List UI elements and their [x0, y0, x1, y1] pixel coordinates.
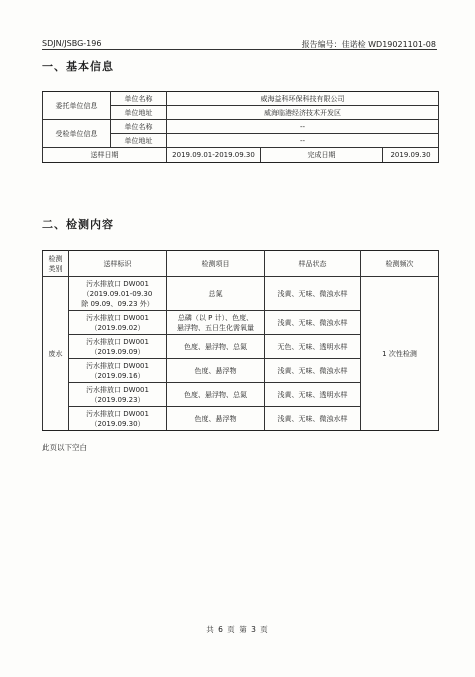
- header-sample-id: 送样标识: [69, 251, 167, 277]
- row-state: 浅黄、无味、微浊水样: [265, 311, 361, 335]
- header-divider: [42, 49, 437, 50]
- row-items: 色度、悬浮物、总氮: [167, 383, 265, 407]
- row-items: 色度、悬浮物: [167, 407, 265, 431]
- table-row: [43, 277, 439, 311]
- finish-date-label: 完成日期: [261, 148, 383, 163]
- inspected-label: 受检单位信息: [43, 120, 111, 148]
- row-sample-id: 污水排放口 DW001 （2019.09.16）: [69, 359, 167, 383]
- row-state: 浅黄、无味、微浊水样: [265, 407, 361, 431]
- inspected-addr-label: 单位地址: [111, 134, 167, 148]
- row-sample-id: 污水排放口 DW001 （2019.09.30）: [69, 407, 167, 431]
- document-code: SDJN/JSBG-196: [42, 39, 102, 48]
- page-number: 共 6 页 第 3 页: [206, 625, 269, 634]
- row-items: 色度、悬浮物: [167, 359, 265, 383]
- header-items: 检测项目: [167, 251, 265, 277]
- client-addr-value: 威海临港经济技术开发区: [167, 106, 439, 120]
- basic-info-table: [42, 91, 439, 163]
- send-date-value: 2019.09.01-2019.09.30: [167, 148, 261, 163]
- client-name-value: 威海益科环保科技有限公司: [167, 92, 439, 106]
- client-addr-label: 单位地址: [111, 106, 167, 120]
- client-name-row: [43, 92, 439, 106]
- frequency-cell: 1 次性检测: [361, 277, 439, 431]
- client-name-label: 单位名称: [111, 92, 167, 106]
- inspected-name-row: [43, 120, 439, 134]
- header-state: 样品状态: [265, 251, 361, 277]
- section-content-title: 二、检测内容: [42, 218, 114, 231]
- row-items: 色度、悬浮物、总氮: [167, 335, 265, 359]
- row-sample-id: 污水排放口 DW001 （2019.09.02）: [69, 311, 167, 335]
- send-date-label: 送样日期: [43, 148, 167, 163]
- row-state: 浅黄、无味、微浊水样: [265, 359, 361, 383]
- header-frequency: 检测频次: [361, 251, 439, 277]
- test-content-table: [42, 250, 439, 431]
- finish-date-value: 2019.09.30: [383, 148, 439, 163]
- row-sample-id: 污水排放口 DW001 （2019.09.01-09.30 除 09.09、09.23 外）: [69, 277, 167, 311]
- section-basic-info-title: 一、基本信息: [42, 60, 114, 73]
- row-state: 浅黄、无味、透明水样: [265, 383, 361, 407]
- row-state: 浅黄、无味、微浊水样: [265, 277, 361, 311]
- row-sample-id: 污水排放口 DW001 （2019.09.09）: [69, 335, 167, 359]
- table-header-row: [43, 251, 439, 277]
- row-items: 总磷（以 P 计）、色度、 悬浮物、五日生化需氧量: [167, 311, 265, 335]
- row-state: 无色、无味、透明水样: [265, 335, 361, 359]
- report-number: 报告编号：佳诺检 WD19021101-08: [301, 40, 436, 49]
- inspected-addr-value: --: [167, 134, 439, 148]
- header-category: 检测 类别: [43, 251, 69, 277]
- client-label: 委托单位信息: [43, 92, 111, 120]
- blank-below-note: 此页以下空白: [42, 443, 87, 452]
- row-sample-id: 污水排放口 DW001 （2019.09.23）: [69, 383, 167, 407]
- row-items: 总氮: [167, 277, 265, 311]
- inspected-name-label: 单位名称: [111, 120, 167, 134]
- inspected-name-value: --: [167, 120, 439, 134]
- category-cell: 废水: [43, 277, 69, 431]
- dates-row: [43, 148, 439, 163]
